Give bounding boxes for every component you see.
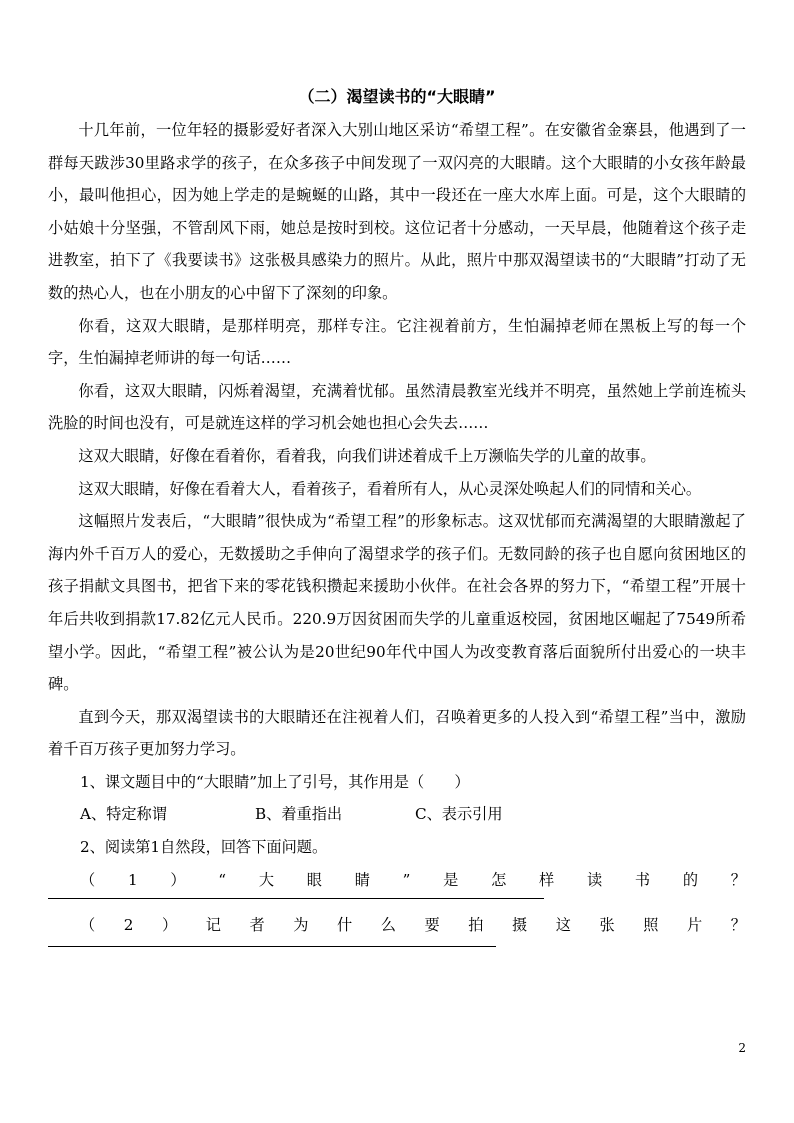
sub1-char: 的 bbox=[682, 870, 699, 889]
option-b: B、着重指出 bbox=[255, 805, 343, 824]
sub2-char: ？ bbox=[730, 916, 746, 935]
question-2-sub-1 bbox=[48, 864, 746, 897]
question-2: 2、阅读第1自然段，回答下面问题。 bbox=[80, 838, 328, 857]
sub1-char: 是 bbox=[443, 870, 459, 889]
sub1-char: ” bbox=[402, 870, 411, 889]
sub1-char: 眼 bbox=[306, 870, 322, 889]
sub2-char: 片 bbox=[686, 916, 703, 935]
sub1-char: 读 bbox=[586, 870, 603, 889]
sub1-char: 怎 bbox=[491, 870, 507, 889]
sub1-char: 书 bbox=[634, 870, 651, 889]
question-1: 1、课文题目中的“大眼睛”加上了引号，其作用是（ ） bbox=[80, 772, 470, 791]
answer-line-2[interactable] bbox=[48, 946, 496, 947]
paragraph-7: 直到今天，那双渴望读书的大眼睛还在注视着人们，召唤着更多的人投入到“希望工程”当中，激励着千百万孩子更加努力学习。 bbox=[48, 707, 746, 759]
sub1-char: 睛 bbox=[354, 870, 370, 889]
sub1-char: “ bbox=[218, 870, 227, 889]
sub2-char: 者 bbox=[249, 916, 265, 935]
sub2-char: 照 bbox=[643, 916, 659, 935]
sub2-char: 这 bbox=[555, 916, 571, 935]
sub2-char: 张 bbox=[599, 916, 615, 935]
sub2-char: 要 bbox=[424, 916, 440, 935]
sub1-char: 1 bbox=[127, 870, 138, 889]
paragraph-6: 这幅照片发表后，“大眼睛”很快成为“希望工程”的形象标志。这双忧郁而充满渴望的大眼睛激起了海内外千百万人的爱心，无数援助之手伸向了渴望求学的孩子们。无数同龄的孩子也自愿向贫困地区的孩子捐献文具图书，把省下来的零花钱积攒起来援助小伙伴。在社会各界的努力下，“希望工程”开展十年后共收到捐款17.82亿元人民币。220.9万因贫困而失学的儿童重返校园，贫困地区崛起了7549所希望小学。因此，“希望工程”被公认为是20世纪90年代中国人为改变教育落后面貌所付出爱心的一块丰碑。 bbox=[48, 512, 746, 694]
paragraph-3: 你看，这双大眼睛，闪烁着渴望，充满着忧郁。虽然清晨教室光线并不明亮，虽然她上学前连梳头洗脸的时间也没有，可是就连这样的学习机会她也担心会失去…… bbox=[48, 381, 746, 433]
paragraph-5: 这双大眼睛，好像在看着大人，看着孩子，看着所有人，从心灵深处唤起人们的同情和关心。 bbox=[78, 479, 702, 498]
sub1-char: 样 bbox=[539, 870, 555, 889]
sub2-char: 拍 bbox=[468, 916, 484, 935]
paragraph-1: 十几年前，一位年轻的摄影爱好者深入大别山地区采访“希望工程”。在安徽省金寨县，他遇到了一群每天跋涉30里路求学的孩子，在众多孩子中间发现了一双闪亮的大眼睛。这个大眼睛的小女孩年龄最小，最叫他担心，因为她上学走的是蜿蜒的山路，其中一段还在一座大水库上面。可是，这个大眼睛的小姑娘十分坚强，不管刮风下雨，她总是按时到校。这位记者十分感动，一天早晨，他随着这个孩子走进教室，拍下了《我要读书》这张极具感染力的照片。从此，照片中那双渴望读书的“大眼睛”打动了无数的热心人，也在小朋友的心中留下了深刻的印象。 bbox=[48, 121, 746, 302]
sub2-char: 摄 bbox=[511, 916, 528, 935]
paragraph-2: 你看，这双大眼睛，是那样明亮，那样专注。它注视着前方，生怕漏掉老师在黑板上写的每一个字，生怕漏掉老师讲的每一句话…… bbox=[48, 316, 746, 368]
sub1-char: 大 bbox=[258, 870, 274, 889]
option-a: A、特定称谓 bbox=[80, 805, 167, 824]
sub1-char: ） bbox=[170, 870, 186, 889]
sub1-char: ？ bbox=[730, 870, 746, 889]
article-body bbox=[48, 114, 746, 947]
question-2-sub-2 bbox=[48, 909, 746, 942]
sub2-char: 2 bbox=[123, 916, 134, 935]
sub2-char: ） bbox=[161, 916, 178, 935]
sub1-char: （ bbox=[80, 870, 96, 889]
sub2-char: 为 bbox=[293, 916, 309, 935]
paragraph-4: 这双大眼睛，好像在看着你，看着我，向我们讲述着成千上万濒临失学的儿童的故事。 bbox=[78, 446, 656, 465]
answer-line-1[interactable] bbox=[48, 898, 544, 899]
option-c: C、表示引用 bbox=[415, 805, 503, 824]
sub2-char: 记 bbox=[205, 916, 221, 935]
page-number: 2 bbox=[738, 1041, 746, 1055]
page-title: （二）渴望读书的“大眼睛” bbox=[298, 87, 496, 106]
sub2-char: 么 bbox=[380, 916, 396, 935]
sub2-char: （ bbox=[80, 916, 96, 935]
sub2-char: 什 bbox=[336, 916, 353, 935]
question-1-options bbox=[48, 798, 746, 831]
